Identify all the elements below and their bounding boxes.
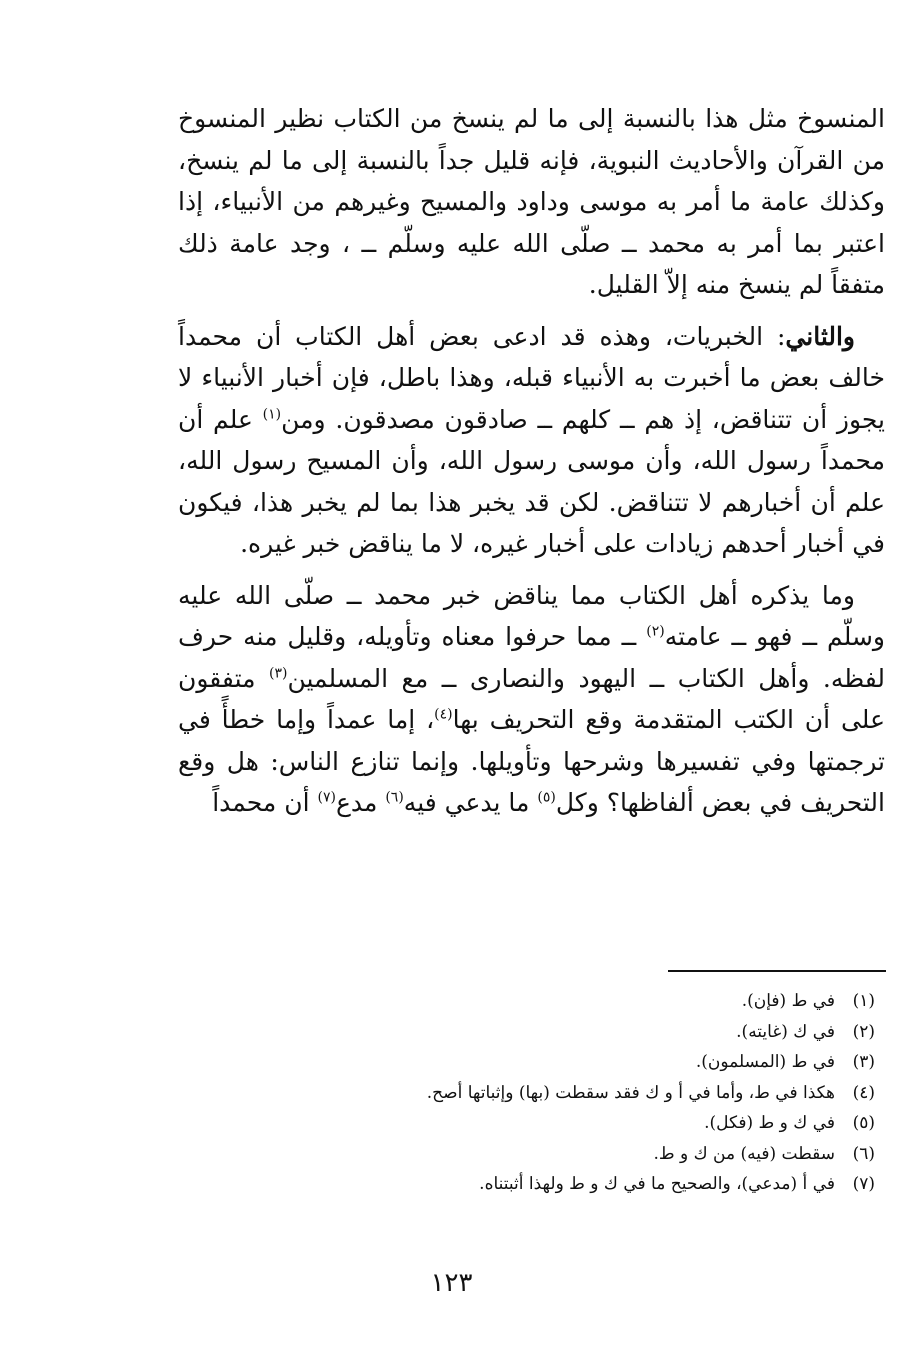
paragraph-3-text-f: مدع [335, 788, 386, 817]
footnote-text: في ك و ط (فكل). [704, 1113, 835, 1133]
footnote-number: (٦) [852, 1143, 875, 1164]
paragraph-2-text-a: : الخبريات، وهذه قد ادعى بعض أهل الكتاب أن محمداً خالف بعض ما أخبرت به الأنبياء قبله، وهذا باطل، فإن أخبار الأنبياء لا يجوز أن تتناقض، إذ هم ــ كلهم ــ صادقون مصدقون. ومن [178, 321, 885, 434]
paragraph-3-text-c: متفقون على أن الكتب المتقدمة وقع التحريف بها [178, 663, 886, 734]
footnote [300, 1078, 875, 1109]
paragraph-2-lead: والثاني [785, 321, 855, 351]
paragraph-3-text-d: ، إما عمداً وإما خطأً في ترجمتها وفي تفسيرها وشرحها وتأويلها. وإنما تنازع الناس: هل وقع التحريف في بعض ألفاظها؟ وكل [178, 705, 885, 817]
footnote-text: في ط (المسلمون). [695, 1052, 835, 1072]
footnote-text: في ك (غايته). [736, 1021, 835, 1042]
footnotes [300, 986, 875, 1200]
paragraph-2-text-b: علم أن محمداً رسول الله، وأن موسى رسول الله، وأن المسيح رسول الله، علم أن أخبارهم لا تتناقض. لكن قد يخبر هذا بما لم يخبر هذا، فيكون في أخبار أحدهم زيادات على أخبار غيره، لا ما يناقض خبر غيره. [178, 404, 885, 558]
main-text [178, 98, 885, 824]
footnote-ref-7: (٧) [317, 789, 336, 806]
footnote [300, 1017, 875, 1048]
footnote-text: سقطت (فيه) من ك و ط. [653, 1143, 835, 1164]
paragraph-3-text-g: أن محمداً [212, 788, 318, 817]
footnote-ref-5: (٥) [537, 789, 556, 806]
footnote-ref-6: (٦) [385, 789, 404, 806]
footnote [300, 1169, 875, 1200]
paragraph-3-text-a: وما يذكره أهل الكتاب مما يناقض خبر محمد ــ صلّى الله عليه وسلّم ــ فهو ــ عامته [178, 580, 885, 651]
footnote-text: هكذا في ط، وأما في أ و ك فقد سقطت (بها) وإثباتها أصح. [426, 1082, 835, 1103]
footnote-ref-4: (٤) [434, 706, 453, 723]
footnote-ref-1: (١) [262, 406, 282, 423]
footnote-number: (٧) [852, 1174, 875, 1194]
paragraph-3-text-e: ما يدعي فيه [403, 788, 538, 817]
paragraph-3-text-b: ــ مما حرفوا معناه وتأويله، وقليل منه حرف لفظه. وأهل الكتاب ــ اليهود والنصارى ــ مع المسلمين [178, 622, 885, 693]
footnote-text: في ط (فإن). [741, 991, 835, 1011]
footnote [300, 986, 875, 1017]
footnote-divider [668, 970, 886, 972]
page-number: ١٢٣ [430, 1268, 473, 1298]
footnote [300, 1108, 875, 1139]
paragraph-1-text: المنسوخ مثل هذا بالنسبة إلى ما لم ينسخ من الكتاب نظير المنسوخ من القرآن والأحاديث النبوية، فإنه قليل جداً بالنسبة إلى ما لم ينسخ، وكذلك عامة ما أمر به موسى وداود والمسيح وغيرهم من الأنبياء، إذا اعتبر بما أمر به محمد ــ صلّى الله عليه وسلّم ــ ، وجد عامة ذلك متفقاً لم ينسخ منه إلاّ القليل. [178, 104, 885, 299]
footnote-ref-3: (٣) [268, 665, 288, 682]
footnote-number: (٤) [852, 1082, 875, 1103]
footnote [300, 1139, 875, 1170]
footnote-ref-2: (٢) [646, 623, 665, 640]
paragraph-2 [178, 316, 885, 565]
footnote-number: (٥) [852, 1113, 875, 1133]
paragraph-1 [178, 98, 885, 306]
footnote-text: في أ (مدعي)، والصحيح ما في ك و ط ولهذا أثبتناه. [479, 1174, 835, 1194]
footnote-number: (٢) [852, 1021, 875, 1042]
footnote-number: (١) [852, 991, 875, 1011]
footnote [300, 1047, 875, 1078]
footnote-number: (٣) [852, 1052, 875, 1072]
paragraph-3 [178, 575, 885, 824]
